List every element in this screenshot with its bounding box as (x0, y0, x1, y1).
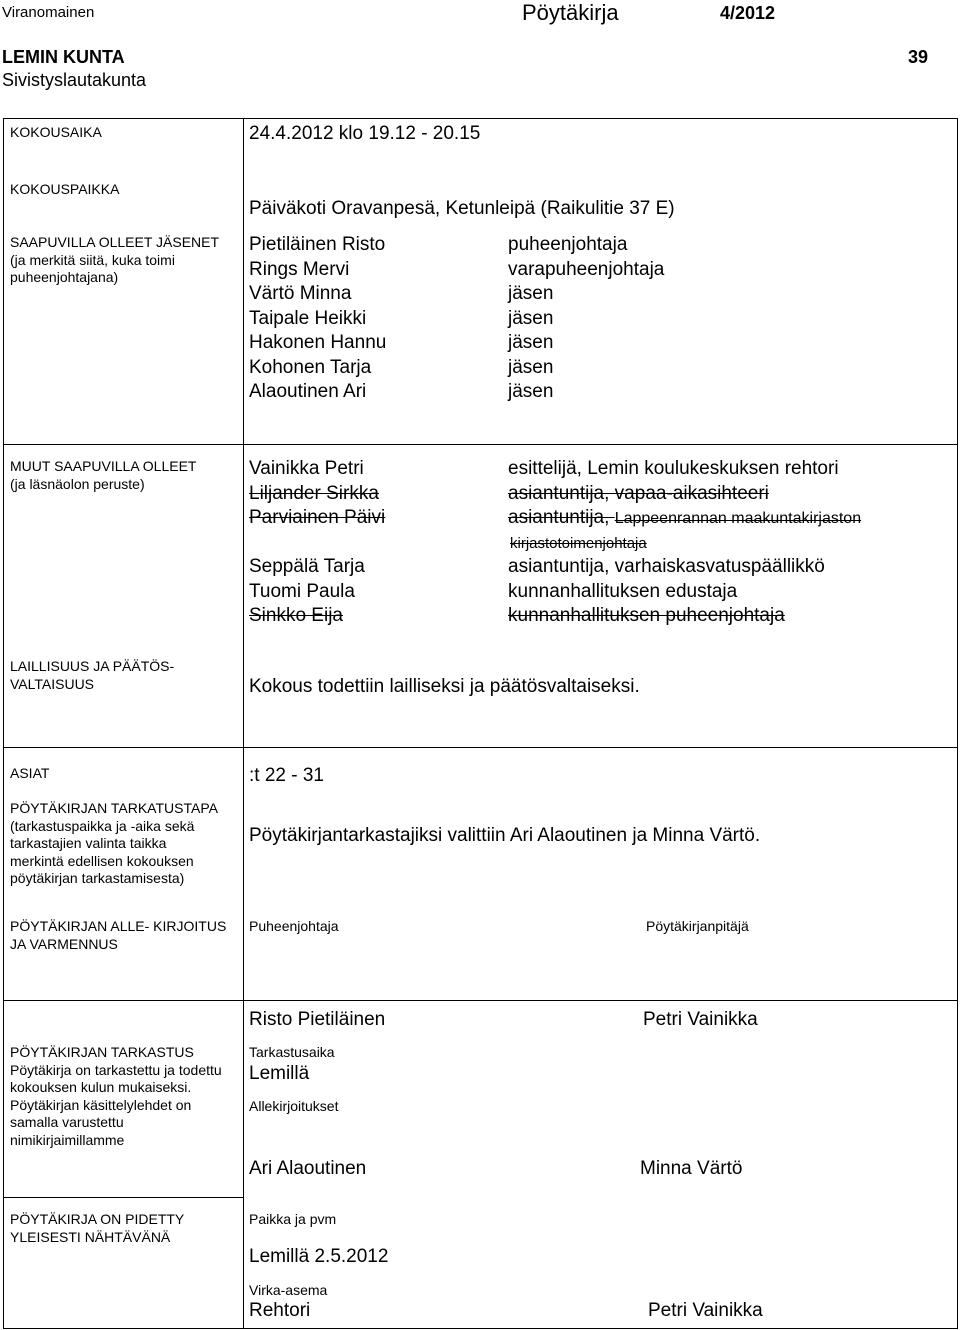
check-label-note: Pöytäkirja on tarkastettu ja todettu kokouksen kulun mukaiseksi. Pöytäkirjan käsittelylehdet on samalla varustettu nimikirjaimillamme (10, 1061, 222, 1148)
member-role: jäsen (508, 332, 554, 353)
meeting-place-label: KOKOUSPAIKKA (10, 181, 120, 197)
other-role-continued: kirjastotoimenjohtaja (510, 535, 647, 552)
chair-role-label: Puheenjohtaja (249, 918, 339, 934)
other-role: asiantuntija, varhaiskasvatuspäällikkö (508, 556, 825, 577)
member-role: varapuheenjohtaja (508, 258, 665, 280)
secretary-role-label: Pöytäkirjanpitäjä (646, 918, 749, 934)
member-name: Alaoutinen Ari (249, 381, 367, 402)
legality-label: LAILLISUUS JA PÄÄTÖS- VALTAISUUS (10, 658, 175, 692)
office-holder-name: Petri Vainikka (648, 1300, 763, 1321)
public-place-label: Paikka ja pvm (249, 1211, 337, 1227)
inspection-label-title: PÖYTÄKIRJAN TARKATUSTAPA (10, 800, 218, 816)
member-name: Pietiläinen Risto (249, 234, 386, 255)
member-name: Taipale Heikki (249, 307, 367, 329)
member-role: jäsen (508, 381, 554, 402)
inspector-signature: Ari Alaoutinen (249, 1158, 367, 1179)
inspection-label-note: (tarkastuspaikka ja -aika sekä tarkastajien valinta taikka merkintä edellisen kokouksen pöytäkirjan tarkastamisesta) (10, 817, 195, 886)
office-label: Virka-asema (249, 1282, 328, 1298)
members-label-note: (ja merkitä siitä, kuka toimi puheenjohtajana) (10, 251, 175, 285)
other-role: kunnanhallituksen puheenjohtaja (508, 605, 785, 626)
others-label-note: (ja läsnäolon peruste) (10, 475, 145, 492)
check-label-title: PÖYTÄKIRJAN TARKASTUS (10, 1044, 194, 1060)
page-number: 39 (908, 47, 929, 67)
other-role (508, 506, 861, 532)
member-name: Hakonen Hannu (249, 332, 387, 353)
members-label (10, 234, 238, 287)
secretary-name: Petri Vainikka (643, 1009, 758, 1030)
other-name: Sinkko Eija (249, 605, 343, 626)
member-role: jäsen (508, 356, 554, 378)
other-name: Liljander Sirkka (249, 483, 379, 504)
check-label (10, 1044, 228, 1149)
other-role: asiantuntija, vapaa-aikasihteeri (508, 483, 769, 504)
legality-text: Kokous todettiin lailliseksi ja päätösvaltaiseksi. (249, 676, 640, 697)
matters-value: :t 22 - 31 (249, 765, 324, 786)
inspection-label (10, 800, 220, 888)
inspector-signature: Minna Värtö (640, 1158, 743, 1179)
member-role: jäsen (508, 283, 554, 304)
office-value: Rehtori (249, 1300, 311, 1321)
member-role: puheenjohtaja (508, 234, 628, 255)
check-place-value: Lemillä (249, 1063, 310, 1084)
municipality-name: LEMIN KUNTA (2, 47, 125, 67)
chair-name: Risto Pietiläinen (249, 1009, 386, 1030)
other-name: Tuomi Paula (249, 581, 355, 602)
header-authority: Viranomainen (2, 4, 95, 21)
document-title: Pöytäkirja (522, 0, 619, 25)
other-name: Vainikka Petri (249, 458, 364, 479)
others-label-title: MUUT SAAPUVILLA OLLEET (10, 458, 197, 474)
meeting-place-value: Päiväkoti Oravanpesä, Ketunleipä (Raikulitie 37 E) (249, 198, 675, 219)
member-role: jäsen (508, 307, 554, 329)
other-role: esittelijä, Lemin koulukeskuksen rehtori (508, 458, 839, 479)
members-label-title: SAAPUVILLA OLLEET JÄSENET (10, 234, 220, 250)
other-role-part: Lappeenrannan maakuntakirjaston (614, 510, 862, 527)
board-name: Sivistyslautakunta (2, 70, 147, 90)
others-label (10, 458, 200, 493)
document-number: 4/2012 (720, 3, 776, 23)
meeting-time-label: KOKOUSAIKA (10, 124, 102, 140)
other-name: Parviainen Päivi (249, 507, 386, 528)
signatures-label: PÖYTÄKIRJAN ALLE- KIRJOITUS JA VARMENNUS (10, 918, 227, 952)
inspection-text: Pöytäkirjantarkastajiksi valittiin Ari Alaoutinen ja Minna Värtö. (249, 825, 761, 846)
check-place-label: Tarkastusaika (249, 1044, 335, 1060)
members-roles (508, 233, 664, 405)
meeting-time-value: 24.4.2012 klo 19.12 - 20.15 (249, 123, 481, 144)
check-signatures-label: Allekirjoitukset (249, 1098, 339, 1114)
members-names (249, 233, 386, 405)
public-label: PÖYTÄKIRJA ON PIDETTY YLEISESTI NÄHTÄVÄNÄ (10, 1211, 185, 1245)
other-role-part: asiantuntija, (508, 507, 615, 528)
member-name: Kohonen Tarja (249, 356, 372, 378)
public-place-value: Lemillä 2.5.2012 (249, 1246, 389, 1267)
other-role: kunnanhallituksen edustaja (508, 581, 738, 602)
member-name: Värtö Minna (249, 283, 352, 304)
member-name: Rings Mervi (249, 258, 350, 280)
other-name: Seppälä Tarja (249, 556, 365, 577)
matters-label: ASIAT (10, 765, 50, 781)
